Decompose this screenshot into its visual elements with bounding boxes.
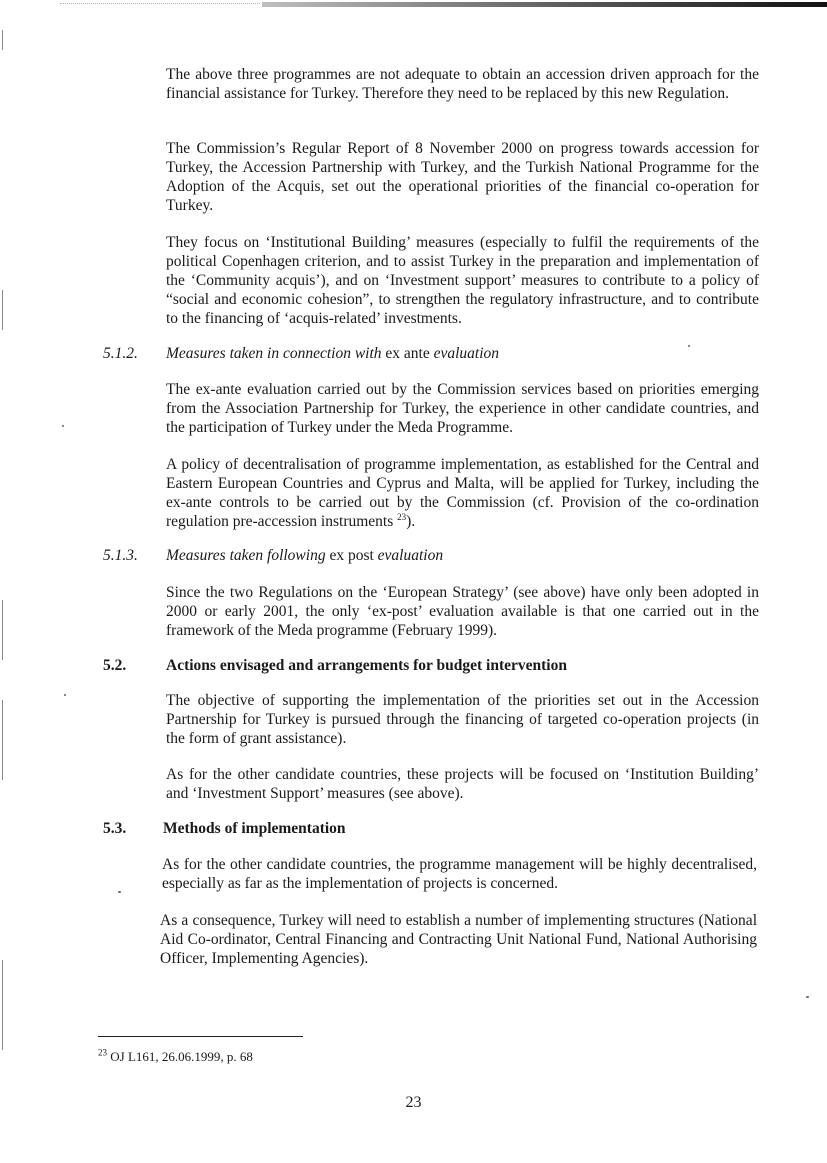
paragraph-projects-focus: As for the other candidate countries, these projects will be focused on ‘Institution Building’ and ‘Investment Support’ measures (see above).	[166, 766, 759, 802]
paragraph-decentralised-management: As for the other candidate countries, the programme management will be highly decentralised, especially as far as the implementation of projects is concerned.	[162, 856, 757, 892]
scan-speck	[62, 425, 64, 427]
paragraph-decentralisation: A policy of decentralisation of programme implementation, as established for the Central and Eastern European Countries and Cyprus and Malta, will be applied for Turkey, including the ex-ante controls to be carried out by the Commission (cf. Provision of the co-ordination regulation pre-accession instruments $^{23}$).	[166, 456, 759, 530]
paragraph-implementing-structures: As a consequence, Turkey will need to establish a number of implementing structures (National Aid Co-ordinator, Central Financing and Contracting Unit National Fund, National Authorising Officer, Implementing Agencies).	[160, 912, 757, 967]
footnote-separator	[98, 1036, 303, 1037]
paragraph-institutional-building: They focus on ‘Institutional Building’ measures (especially to fulfil the requirements of the political Copenhagen criterion, and to assist Turkey in the preparation and implementation of the ‘Community acquis’), and on ‘Investment support’ measures to contribute to a policy of “social and economic cohesion”, to strengthen the regulatory infrastructure, and to contribute to the financing of ‘acquis-related’ investments.	[166, 234, 759, 327]
scan-edge-mark	[2, 290, 3, 330]
scan-speck	[64, 694, 66, 696]
paragraph-ex-ante-evaluation: The ex-ante evaluation carried out by the Commission services based on priorities emerging from the Association Partnership for Turkey, the experience in other candidate countries, and the participation of Turkey under the Meda Programme.	[166, 381, 759, 436]
page-number: 23	[405, 1094, 422, 1111]
section-number-5-1-2: 5.1.2.	[103, 345, 138, 362]
scan-artifact-top-bar	[262, 2, 827, 7]
paragraph-objective: The objective of supporting the implementation of the priorities set out in the Accession Partnership for Turkey is pursued through the financing of targeted co-operation projects (in the form of grant assistance).	[166, 692, 759, 747]
scan-speck	[118, 891, 121, 893]
scan-artifact-top-left	[60, 3, 260, 5]
scan-edge-mark	[2, 700, 3, 780]
section-number-5-1-3: 5.1.3.	[103, 547, 138, 564]
scan-speck	[688, 345, 690, 347]
scan-edge-mark	[2, 30, 3, 50]
scan-edge-mark	[2, 600, 3, 660]
footnote: $^{23}$ OJ L161, 26.06.1999, p. 68	[98, 1047, 253, 1064]
paragraph-regular-report: The Commission’s Regular Report of 8 November 2000 on progress towards accession for Turkey, the Accession Partnership with Turkey, and the Turkish National Programme for the Adoption of the Acquis, set out the operational priorities of the financial co-operation for Turkey.	[166, 140, 759, 214]
section-title-5-1-3: Measures taken following ex post evaluation	[166, 547, 444, 564]
section-number-5-3: 5.3.	[103, 820, 127, 837]
section-title-5-1-2: Measures taken in connection with ex ante evaluation	[166, 345, 500, 362]
section-title-5-3: Methods of implementation	[163, 820, 346, 837]
footnote-marker: 23	[98, 1047, 107, 1058]
section-title-5-2: Actions envisaged and arrangements for budget intervention	[166, 657, 567, 674]
paragraph-ex-post-evaluation: Since the two Regulations on the ‘European Strategy’ (see above) have only been adopted in 2000 or early 2001, the only ‘ex-post’ evaluation available is that one carried out in the framework of the Meda programme (February 1999).	[166, 584, 759, 639]
scan-speck	[806, 996, 809, 998]
paragraph-programmes-inadequate: The above three programmes are not adequate to obtain an accession driven approach for the financial assistance for Turkey. Therefore they need to be replaced by this new Regulation.	[166, 66, 759, 102]
scan-edge-mark	[2, 960, 3, 1050]
footnote-reference: 23	[397, 511, 407, 522]
section-number-5-2: 5.2.	[103, 657, 127, 674]
